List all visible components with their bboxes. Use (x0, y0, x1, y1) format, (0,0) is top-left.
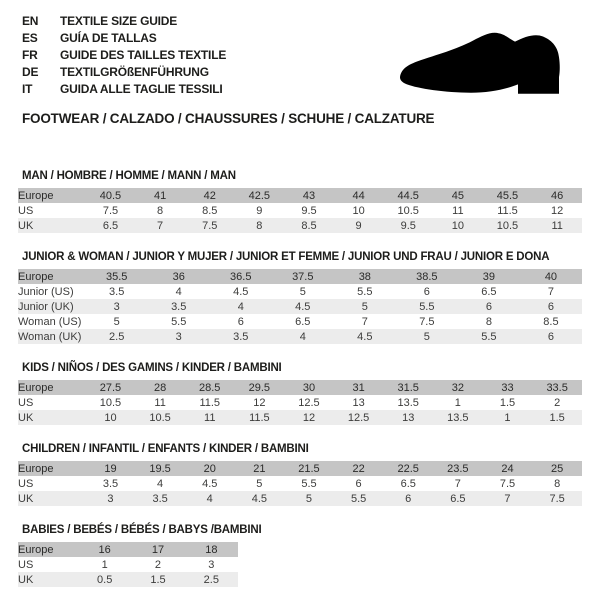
table-header-row (18, 188, 582, 203)
size-value: 2.5 (109, 330, 125, 343)
size-value: 4.5 (357, 330, 373, 343)
size-value: 42 (203, 189, 216, 202)
table-row (18, 299, 582, 314)
size-value: 16 (98, 543, 111, 556)
size-value: 29.5 (248, 381, 271, 394)
size-value: 9 (256, 204, 263, 217)
size-value: 27.5 (99, 381, 122, 394)
size-value: 32 (451, 381, 464, 394)
size-table (18, 461, 582, 506)
size-table (18, 188, 582, 233)
size-table (18, 269, 582, 344)
size-value: 3.5 (233, 330, 249, 343)
size-value: 38.5 (416, 270, 438, 283)
size-value: 8 (485, 315, 492, 328)
size-value: 13.5 (447, 411, 469, 424)
size-value: 4.5 (295, 300, 311, 313)
size-value: 39 (482, 270, 495, 283)
size-value: 33 (501, 381, 514, 394)
size-value: 35.5 (105, 270, 128, 283)
language-label: TEXTILE SIZE GUIDE (60, 14, 178, 28)
language-label: GUIDA ALLE TAGLIE TESSILI (60, 82, 223, 96)
size-value: 6 (485, 300, 492, 313)
size-value: 5 (305, 492, 313, 505)
size-value: 4 (175, 285, 182, 298)
size-value: 7 (504, 492, 511, 505)
size-value: 10.5 (99, 396, 122, 409)
language-label: TEXTILGRÖßENFÜHRUNG (60, 65, 209, 79)
table-row (18, 395, 582, 410)
size-value: 4 (237, 300, 244, 313)
size-value: 11.5 (497, 204, 518, 217)
size-value: 3.5 (109, 285, 125, 298)
size-value: 5.5 (419, 300, 435, 313)
size-value: 12 (302, 411, 316, 424)
size-value: 37.5 (292, 270, 314, 283)
size-value: 21.5 (298, 462, 320, 475)
size-value: 6.5 (481, 285, 497, 298)
size-value: 2 (154, 558, 162, 571)
size-value: 2 (554, 396, 561, 409)
table-row (18, 329, 582, 344)
size-value: 4.5 (202, 477, 218, 490)
row-label: Europe (18, 189, 54, 202)
size-value: 31 (352, 381, 365, 394)
row-label: UK (18, 219, 34, 232)
size-value: 0.5 (97, 573, 113, 586)
size-section (18, 524, 582, 587)
size-value: 12 (551, 204, 564, 217)
table-row (18, 203, 582, 218)
row-label: Europe (18, 381, 54, 394)
size-value: 10.5 (149, 411, 171, 424)
table-header-row (18, 461, 582, 476)
size-value: 5 (423, 330, 430, 343)
size-section (18, 170, 582, 233)
size-value: 30 (302, 381, 316, 394)
table-row (18, 314, 582, 329)
size-value: 10 (451, 219, 464, 232)
size-value: 11.5 (199, 396, 221, 409)
size-value: 8.5 (202, 204, 218, 217)
size-value: 38 (358, 270, 371, 283)
size-value: 5 (113, 315, 120, 328)
size-value: 4 (157, 477, 164, 490)
size-value: 25 (551, 462, 564, 475)
size-value: 13.5 (397, 396, 419, 409)
size-value: 8.5 (301, 219, 317, 232)
row-label: Europe (18, 462, 54, 475)
size-value: 21 (253, 462, 266, 475)
size-value: 6 (355, 477, 362, 490)
language-label: GUÍA DE TALLAS (60, 31, 157, 45)
size-value: 11.5 (249, 411, 270, 424)
size-value: 1.5 (150, 573, 166, 586)
size-value: 6 (547, 330, 554, 343)
size-value: 5 (361, 300, 368, 313)
size-value: 22 (352, 462, 365, 475)
size-value: 4 (206, 492, 213, 505)
size-value: 6.5 (295, 315, 311, 328)
category-heading: FOOTWEAR / CALZADO / CHAUSSURES / SCHUHE / CALZATURE (22, 111, 435, 126)
row-label: Europe (18, 270, 54, 283)
size-value: 11 (204, 411, 216, 424)
size-value: 31.5 (397, 381, 419, 394)
size-value: 10 (352, 204, 365, 217)
size-value: 3 (107, 492, 114, 505)
size-value: 10 (104, 411, 117, 424)
size-value: 5.5 (350, 492, 367, 505)
size-value: 1 (454, 396, 461, 409)
size-value: 18 (205, 543, 218, 556)
size-value: 43 (302, 189, 316, 202)
size-value: 7 (361, 315, 368, 328)
size-value: 8 (157, 204, 164, 217)
size-value: 7.5 (102, 204, 119, 217)
size-value: 42.5 (248, 189, 271, 202)
size-value: 1.5 (549, 411, 565, 424)
size-value: 20 (203, 462, 216, 475)
size-value: 3.5 (152, 492, 168, 505)
size-value: 6.5 (400, 477, 416, 490)
row-label: US (18, 396, 34, 409)
section-title: BABIES / BEBÉS / BÉBÉS / BABYS /BAMBINI (22, 524, 262, 536)
size-value: 36 (172, 270, 185, 283)
size-value: 7 (157, 219, 164, 232)
language-label: GUIDE DES TAILLES TEXTILE (60, 48, 227, 62)
size-value: 44 (352, 189, 365, 202)
size-value: 33.5 (546, 381, 568, 394)
size-value: 40 (544, 270, 558, 283)
size-value: 10.5 (397, 204, 419, 217)
size-tables (18, 170, 582, 587)
size-section (18, 362, 582, 425)
table-header-row (18, 542, 238, 557)
section-title: CHILDREN / INFANTIL / ENFANTS / KINDER / BAMBINI (22, 443, 309, 455)
size-value: 28 (153, 381, 167, 394)
size-value: 3 (175, 330, 182, 343)
section-title: KIDS / NIÑOS / DES GAMINS / KINDER / BAMBINI (22, 362, 282, 374)
size-table (18, 380, 582, 425)
size-value: 12.5 (347, 411, 370, 424)
size-value: 2.5 (203, 573, 219, 586)
row-label: US (18, 477, 34, 490)
size-value: 5.5 (481, 330, 497, 343)
table-row (18, 284, 582, 299)
size-value: 7.5 (549, 492, 565, 505)
size-value: 1.5 (499, 396, 516, 409)
size-value: 44.5 (397, 189, 419, 202)
size-value: 8.5 (543, 315, 559, 328)
size-value: 12 (253, 396, 266, 409)
size-value: 11 (551, 219, 563, 232)
size-value: 17 (151, 543, 165, 556)
row-label: Europe (18, 543, 54, 556)
language-code: FR (22, 48, 38, 62)
size-value: 41 (153, 189, 167, 202)
size-value: 45 (451, 189, 464, 202)
size-value: 9 (355, 219, 362, 232)
size-value: 28.5 (199, 381, 221, 394)
size-value: 40.5 (99, 189, 122, 202)
size-table (18, 542, 238, 587)
size-value: 7.5 (419, 315, 435, 328)
table-header-row (18, 380, 582, 395)
size-value: 7 (454, 477, 461, 490)
size-value: 46 (551, 189, 564, 202)
row-label: US (18, 204, 34, 217)
row-label: Junior (US) (18, 285, 74, 298)
size-value: 11 (452, 204, 464, 217)
size-value: 5.5 (357, 285, 373, 298)
table-row (18, 476, 582, 491)
table-header-row (18, 269, 582, 284)
size-value: 3.5 (171, 300, 187, 313)
size-value: 19 (104, 462, 117, 475)
size-value: 5 (256, 477, 263, 490)
table-row (18, 410, 582, 425)
row-label: Woman (UK) (18, 330, 82, 343)
size-value: 6.5 (102, 219, 119, 232)
row-label: Woman (US) (18, 315, 82, 328)
size-value: 19.5 (149, 462, 171, 475)
language-code: DE (22, 65, 39, 79)
size-value: 3 (113, 300, 120, 313)
row-label: UK (18, 411, 34, 424)
size-value: 6 (547, 300, 554, 313)
row-label: UK (18, 492, 34, 505)
section-title: MAN / HOMBRE / HOMME / MANN / MAN (22, 170, 236, 182)
table-row (18, 491, 582, 506)
size-value: 23.5 (447, 462, 469, 475)
row-label: Junior (UK) (18, 300, 74, 313)
table-row (18, 557, 238, 572)
size-value: 7 (547, 285, 554, 298)
size-section (18, 251, 582, 344)
table-row (18, 218, 582, 233)
size-value: 1 (504, 411, 511, 424)
size-value: 6 (237, 315, 244, 328)
row-label: UK (18, 573, 34, 586)
size-value: 5 (299, 285, 306, 298)
size-value: 1 (101, 558, 108, 571)
size-value: 9.5 (400, 219, 416, 232)
row-label: US (18, 558, 34, 571)
size-value: 6 (423, 285, 430, 298)
size-value: 7.5 (499, 477, 516, 490)
size-value: 10.5 (496, 219, 519, 232)
section-title: JUNIOR & WOMAN / JUNIOR Y MUJER / JUNIOR ET FEMME / JUNIOR UND FRAU / JUNIOR E DONA (22, 251, 550, 263)
size-value: 11 (154, 396, 166, 409)
size-value: 45.5 (496, 189, 519, 202)
size-value: 12.5 (298, 396, 320, 409)
size-value: 6 (405, 492, 412, 505)
size-value: 3 (208, 558, 215, 571)
size-value: 13 (402, 411, 415, 424)
size-section (18, 443, 582, 506)
size-value: 5.5 (301, 477, 317, 490)
size-value: 4.5 (251, 492, 267, 505)
size-value: 8 (256, 219, 263, 232)
size-value: 4.5 (233, 285, 249, 298)
size-value: 3.5 (102, 477, 119, 490)
size-value: 5.5 (171, 315, 187, 328)
size-value: 6.5 (450, 492, 466, 505)
shoe-icon (393, 25, 578, 100)
size-value: 13 (352, 396, 365, 409)
size-value: 24 (501, 462, 514, 475)
size-value: 7.5 (202, 219, 218, 232)
language-code: ES (22, 31, 38, 45)
size-value: 9.5 (301, 204, 317, 217)
size-value: 4 (299, 330, 306, 343)
language-code: EN (22, 14, 39, 28)
table-row (18, 572, 238, 587)
size-value: 36.5 (230, 270, 252, 283)
size-value: 22.5 (397, 462, 419, 475)
size-value: 8 (554, 477, 561, 490)
language-code: IT (22, 82, 33, 96)
